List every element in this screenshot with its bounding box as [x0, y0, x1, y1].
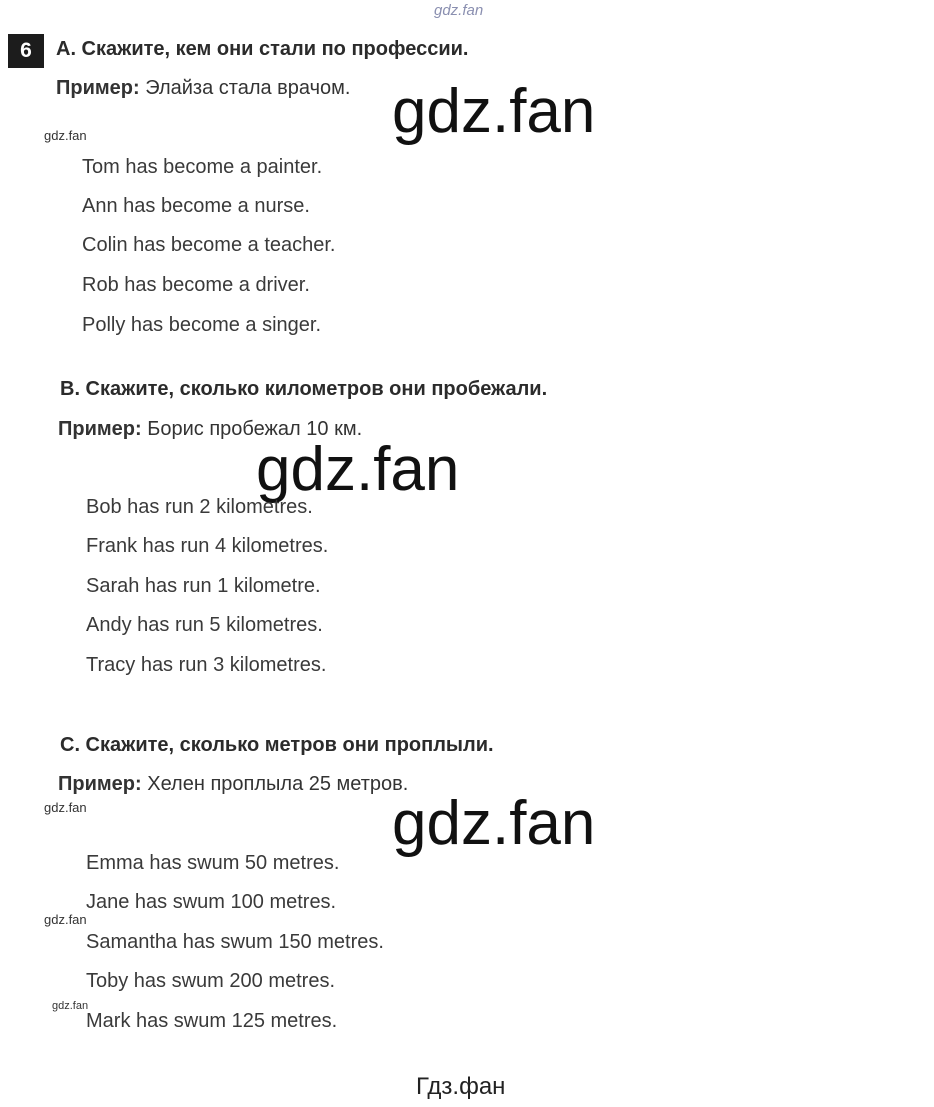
section-b-heading: B. Скажите, сколько километров они пробежали.	[60, 378, 548, 400]
watermark-small: gdz.fan	[52, 1000, 89, 1012]
example-text: Борис пробежал 10 км.	[147, 418, 363, 440]
answer-line: Mark has swum 125 metres.	[86, 1010, 338, 1032]
section-c-heading: C. Скажите, сколько метров они проплыли.	[60, 734, 494, 756]
watermark-big: gdz.fan	[392, 789, 596, 858]
answer-line: Bob has run 2 kilometres.	[86, 496, 313, 518]
answer-line: Toby has swum 200 metres.	[86, 970, 335, 992]
answer-line: Sarah has run 1 kilometre.	[86, 575, 321, 597]
section-c-example	[58, 773, 408, 796]
answer-line: Emma has swum 50 metres.	[86, 852, 340, 874]
watermark-big: gdz.fan	[256, 435, 460, 504]
answer-line: Frank has run 4 kilometres.	[86, 535, 329, 557]
watermark-small: gdz.fan	[44, 912, 87, 927]
footer-watermark: Гдз.фан	[416, 1073, 506, 1100]
section-a-heading: A. Скажите, кем они стали по профессии.	[56, 38, 469, 60]
section-a-example	[56, 77, 350, 100]
answer-line: Tracy has run 3 kilometres.	[86, 654, 327, 676]
answer-line: Andy has run 5 kilometres.	[86, 614, 323, 636]
watermark-small: gdz.fan	[44, 800, 87, 815]
answer-line: Samantha has swum 150 metres.	[86, 931, 384, 953]
answer-line: Colin has become a teacher.	[82, 234, 336, 256]
answer-line: Ann has become a nurse.	[82, 195, 310, 217]
answer-line: Jane has swum 100 metres.	[86, 891, 337, 913]
example-label: Пример:	[58, 418, 142, 440]
answer-line: Polly has become a singer.	[82, 314, 322, 336]
example-label: Пример:	[58, 773, 142, 795]
example-text: Элайза стала врачом.	[145, 77, 351, 99]
watermark-small: gdz.fan	[44, 128, 87, 143]
watermark-top: gdz.fan	[434, 2, 484, 19]
task-number-badge: 6	[8, 34, 44, 68]
example-label: Пример:	[56, 77, 140, 99]
answer-line: Tom has become a painter.	[82, 156, 323, 178]
example-text: Хелен проплыла 25 метров.	[147, 773, 409, 795]
watermark-big: gdz.fan	[392, 77, 596, 146]
answer-line: Rob has become a driver.	[82, 274, 310, 296]
